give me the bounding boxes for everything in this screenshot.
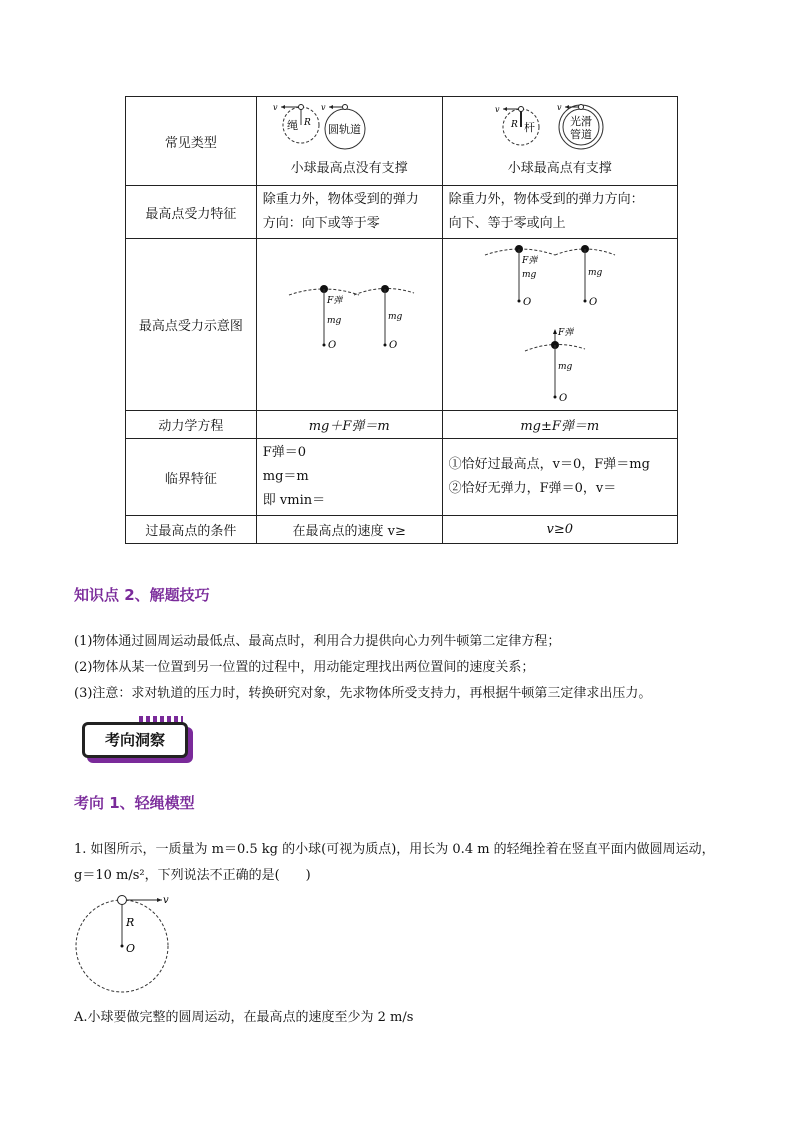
question-text: g＝10 m/s²，下列说法不正确的是( ) bbox=[74, 868, 311, 883]
svg-text:mg: mg bbox=[521, 269, 537, 280]
list-item: (3)注意：求对轨道的压力时，转换研究对象，先求物体所受支持力，再根据牛顿第三定律求出压力。 bbox=[74, 686, 652, 701]
option-a: A.小球要做完整的圆周运动，在最高点的速度至少为 2 m/s bbox=[74, 1010, 414, 1025]
svg-text:mg: mg bbox=[388, 311, 403, 322]
row-label: 最高点受力特征 bbox=[126, 186, 257, 239]
badge-label: 考向洞察 bbox=[82, 722, 188, 758]
table-row: 最高点受力特征 除重力外，物体受到的弹力 方向：向下或等于零 除重力外，物体受到的弹力方向： 向下、等于零或向上 bbox=[126, 186, 678, 239]
svg-text:O: O bbox=[588, 296, 597, 308]
section-badge bbox=[76, 716, 191, 758]
svg-text:v: v bbox=[494, 105, 500, 114]
question-text: 1. 如图所示，一质量为 m＝0.5 kg 的小球(可视为质点)，用长为 0.4 m 的轻绳拴着在竖直平面内做圆周运动， bbox=[74, 842, 715, 857]
row-label: 最高点受力示意图 bbox=[126, 239, 257, 411]
svg-text:v: v bbox=[556, 103, 562, 112]
svg-text:v: v bbox=[321, 103, 326, 112]
svg-text:v: v bbox=[273, 103, 278, 112]
table-row: 动力学方程 mg＋F弹＝m mg±F弹＝m bbox=[126, 411, 678, 439]
row-label: 常见类型 bbox=[126, 97, 257, 186]
svg-text:O: O bbox=[558, 392, 567, 403]
rope-model-figure bbox=[70, 888, 180, 998]
svg-text:F弹: F弹 bbox=[327, 295, 343, 306]
svg-text:R: R bbox=[126, 916, 135, 929]
list-item: (2)物体从某一位置到另一位置的过程中，用动能定理找出两位置间的速度关系； bbox=[74, 660, 535, 675]
row-label: 动力学方程 bbox=[126, 411, 257, 439]
svg-text:mg: mg bbox=[557, 361, 573, 372]
svg-text:杆: 杆 bbox=[523, 121, 535, 134]
svg-text:管道: 管道 bbox=[569, 128, 592, 141]
with-support-force-diagram bbox=[475, 243, 645, 403]
svg-text:R: R bbox=[510, 120, 518, 130]
no-support-force-diagram bbox=[269, 283, 429, 363]
svg-text:O: O bbox=[389, 339, 398, 351]
row-label: 过最高点的条件 bbox=[126, 516, 257, 544]
summary-table bbox=[125, 96, 678, 544]
table-row bbox=[126, 239, 678, 411]
section-heading: 知识点 2、解题技巧 bbox=[74, 586, 210, 604]
table-row: 临界特征 F弹＝0 mg＝m 即 vmin＝ ①恰好过最高点，v＝0，F弹＝mg ②恰好无弹力，F弹＝0，v＝ bbox=[126, 439, 678, 516]
svg-text:R: R bbox=[304, 118, 311, 128]
svg-text:绳: 绳 bbox=[287, 119, 299, 132]
svg-text:F弹: F弹 bbox=[557, 327, 574, 338]
table-row: 过最高点的条件 在最高点的速度 v≥ v≥0 bbox=[126, 516, 678, 544]
no-support-caption: 小球最高点没有支撑 bbox=[290, 161, 408, 176]
list-item: (1)物体通过圆周运动最低点、最高点时，利用合力提供向心力列牛顿第二定律方程； bbox=[74, 634, 561, 649]
table-row bbox=[126, 97, 678, 186]
svg-text:mg: mg bbox=[587, 267, 603, 278]
svg-text:O: O bbox=[522, 296, 531, 308]
with-support-types-figure bbox=[485, 101, 635, 153]
no-support-types-figure bbox=[269, 101, 429, 153]
svg-text:F弹: F弹 bbox=[521, 255, 538, 266]
svg-text:光滑: 光滑 bbox=[569, 115, 592, 128]
svg-text:v: v bbox=[163, 895, 169, 906]
svg-text:圆轨道: 圆轨道 bbox=[328, 123, 362, 136]
svg-text:mg: mg bbox=[327, 315, 342, 326]
svg-text:O: O bbox=[328, 339, 337, 351]
with-support-caption: 小球最高点有支撑 bbox=[507, 161, 612, 176]
svg-text:O: O bbox=[126, 942, 136, 955]
row-label: 临界特征 bbox=[126, 439, 257, 516]
section-heading: 考向 1、轻绳模型 bbox=[74, 794, 195, 812]
